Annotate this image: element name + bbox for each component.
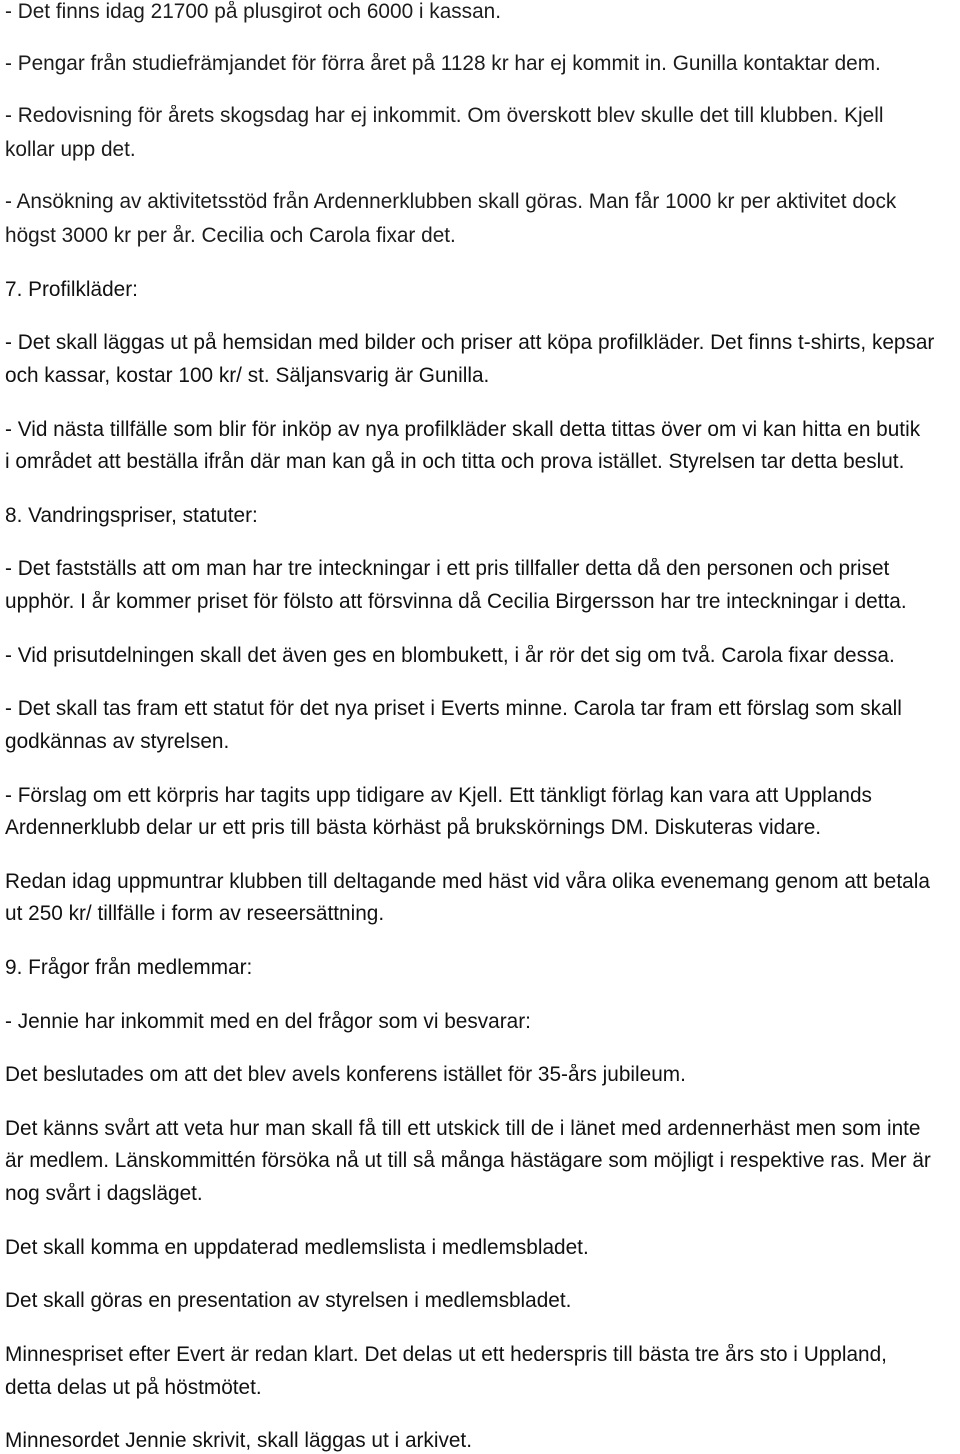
section-heading-text: 7. Profilkläder: xyxy=(5,278,138,301)
text-line: Det skall göras en presentation av styrelsen i medlemsbladet. xyxy=(5,1290,572,1313)
text-line: - Pengar från studiefrämjandet för förra året på 1128 kr har ej kommit in. Gunilla kontaktar dem. xyxy=(5,53,881,75)
text-line: - Vid prisutdelningen skall det även ges en blombukett, i år rör det sig om två. Carola fixar dessa. xyxy=(5,644,895,667)
text-line: ut 250 kr/ tillfälle i form av reseersättning. xyxy=(5,903,385,926)
text-line: - Det finns idag 21700 på plusgirot och 6000 i kassan. xyxy=(5,1,501,23)
text-line: upphör. I år kommer priset för fölsto att försvinna då Cecilia Birgersson har tre inteckningar i detta. xyxy=(5,590,907,613)
text-line: godkännas av styrelsen. xyxy=(5,730,230,753)
section-heading xyxy=(5,505,955,527)
paragraph xyxy=(5,332,955,387)
text-line: Minnesordet Jennie skrivit, skall läggas ut i arkivet. xyxy=(5,1430,472,1453)
text-line: högst 3000 kr per år. Cecilia och Carola fixar det. xyxy=(5,225,456,247)
text-line: - Det skall läggas ut på hemsidan med bilder och priser att köpa profilkläder. Det finns t-shirts, kepsar xyxy=(5,332,935,355)
paragraph xyxy=(5,645,955,667)
text-line: i området att beställa ifrån där man kan gå in och titta och prova istället. Styrelsen tar detta beslut. xyxy=(5,451,905,474)
paragraph xyxy=(5,105,955,161)
paragraph xyxy=(5,558,955,613)
text-line: - Jennie har inkommit med en del frågor som vi besvarar: xyxy=(5,1010,531,1033)
paragraph xyxy=(5,871,955,926)
paragraph xyxy=(5,419,955,474)
paragraph xyxy=(5,1290,955,1312)
section-heading xyxy=(5,957,955,979)
text-line: - Vid nästa tillfälle som blir för inköp av nya profilkläder skall detta tittas över om vi kan hitta en butik xyxy=(5,418,921,441)
paragraph xyxy=(5,698,955,753)
text-line: - Förslag om ett körpris har tagits upp tidigare av Kjell. Ett tänkligt förlag kan vara att Upplands xyxy=(5,784,872,807)
paragraph xyxy=(5,1430,955,1452)
paragraph xyxy=(5,785,955,840)
section-heading-text: 9. Frågor från medlemmar: xyxy=(5,956,253,979)
text-line: är medlem. Länskommittén försöka nå ut till så många hästägare som möjligt i respektive ras. Mer är xyxy=(5,1150,931,1173)
paragraph xyxy=(5,53,955,75)
text-line: nog svårt i dagsläget. xyxy=(5,1182,203,1205)
text-line: - Det skall tas fram ett statut för det nya priset i Everts minne. Carola tar fram ett förslag som skall xyxy=(5,698,902,721)
text-line: - Redovisning för årets skogsdag har ej inkommit. Om överskott blev skulle det till klubben. Kjell xyxy=(5,105,884,127)
paragraph xyxy=(5,1237,955,1259)
text-line: detta delas ut på höstmötet. xyxy=(5,1376,262,1399)
text-line: Minnespriset efter Evert är redan klart. Det delas ut ett hederspris till bästa tre års sto i Uppland, xyxy=(5,1344,887,1366)
text-line: kollar upp det. xyxy=(5,139,136,161)
text-line: - Det fastställs att om man har tre inteckningar i ett pris tillfaller detta då den personen och priset xyxy=(5,558,890,581)
paragraph xyxy=(5,1118,955,1205)
paragraph xyxy=(5,1344,955,1399)
section-heading xyxy=(5,279,955,301)
text-line: Det skall komma en uppdaterad medlemslista i medlemsbladet. xyxy=(5,1236,589,1259)
text-line: - Ansökning av aktivitetsstöd från Ardennerklubben skall göras. Man får 1000 kr per aktivitet dock xyxy=(5,191,897,213)
paragraph xyxy=(5,1064,955,1086)
text-line: och kassar, kostar 100 kr/ st. Säljansvarig är Gunilla. xyxy=(5,364,490,387)
text-line: Det känns svårt att veta hur man skall få till ett utskick till de i länet med ardennerhäst men som inte xyxy=(5,1117,921,1140)
section-heading-text: 8. Vandringspriser, statuter: xyxy=(5,504,258,527)
text-line: Redan idag uppmuntrar klubben till deltagande med häst vid våra olika evenemang genom att betala xyxy=(5,870,930,893)
text-line: Det beslutades om att det blev avels konferens istället för 35-års jubileum. xyxy=(5,1064,686,1087)
paragraph xyxy=(5,191,955,247)
text-line: Ardennerklubb delar ur ett pris till bästa körhäst på brukskörnings DM. Diskuteras vidare. xyxy=(5,817,822,839)
paragraph xyxy=(5,1,955,23)
paragraph xyxy=(5,1011,955,1033)
